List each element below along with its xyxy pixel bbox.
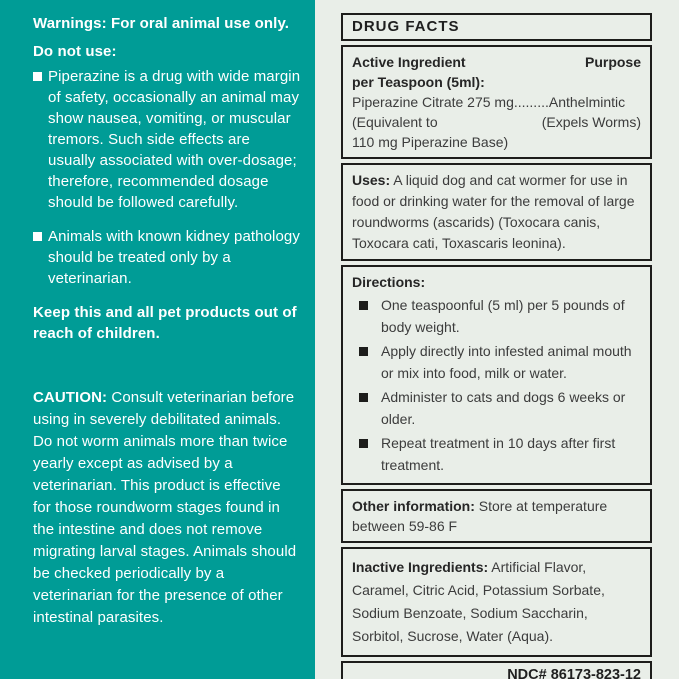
purpose-label: Purpose (584, 54, 641, 70)
direction-item (352, 340, 641, 384)
direction-text: One teaspoonful (5 ml) per 5 pounds of body weight. (381, 297, 625, 335)
drug-facts-panel (341, 13, 652, 679)
direction-item (352, 294, 641, 338)
direction-text: Repeat treatment in 10 days after first treatment. (381, 435, 616, 473)
expels-worms-text: (Expels Worms) (541, 114, 641, 130)
ndc-number: NDC# 86173-823-12 (341, 661, 652, 679)
directions-section (341, 265, 652, 485)
direction-text: Administer to cats and dogs 6 weeks or older. (381, 389, 626, 427)
bullet-square-icon (359, 439, 368, 448)
other-information-text: Store at temperature between 59-86 F (352, 498, 608, 534)
direction-item (352, 386, 641, 430)
warning-bullet-item (33, 66, 301, 213)
caution-paragraph (33, 387, 301, 629)
other-information-label: Other information: (352, 498, 475, 514)
warnings-title: Warnings: For oral animal use only. (33, 15, 290, 32)
base-line: 110 mg Piperazine Base) (352, 134, 509, 150)
active-ingredient-section (341, 45, 652, 159)
bullet-square-icon (33, 72, 42, 81)
bullet-square-icon (359, 393, 368, 402)
per-teaspoon-label: per Teaspoon (5ml): (352, 74, 485, 90)
do-not-use-heading: Do not use: (33, 43, 117, 60)
warning-bullet-item (33, 226, 301, 289)
uses-text: A liquid dog and cat wormer for use in food or drinking water for the removal of large roundworms (ascarids) (Toxocara canis, Toxocara cati, Toxascaris leonina). (352, 172, 635, 251)
warnings-panel (0, 0, 315, 679)
uses-label: Uses: (352, 172, 391, 188)
uses-section (341, 163, 652, 261)
direction-text: Apply directly into infested animal mouth or mix into food, milk or water. (381, 343, 632, 381)
equivalent-text: (Equivalent to (352, 114, 438, 130)
caution-text: Consult veterinarian before using in severely debilitated animals. Do not worm animals more than twice yearly except as advised by a veterinarian. This product is effective for those roundworm stages found in the intestine and does not remove migrating larval stages. Animals should be checked periodically by a veterinarian for the presence of other intestinal parasites. (33, 389, 297, 626)
inactive-ingredients-section (341, 547, 652, 657)
ingredient-line: Piperazine Citrate 275 mg.........Anthelmintic (352, 94, 626, 110)
caution-label: CAUTION: (33, 389, 108, 406)
active-ingredient-header-row (352, 52, 641, 72)
bullet-square-icon (359, 347, 368, 356)
active-ingredient-label: Active Ingredient (352, 54, 466, 70)
equivalent-row (352, 112, 641, 132)
drug-facts-header: DRUG FACTS (341, 13, 652, 41)
other-information-section (341, 489, 652, 543)
inactive-ingredients-label: Inactive Ingredients: (352, 559, 489, 575)
keep-away-warning: Keep this and all pet products out of reach of children. (33, 304, 297, 342)
directions-label: Directions: (352, 274, 426, 290)
inactive-ingredients-text: Artificial Flavor, Caramel, Citric Acid, Potassium Sorbate, Sodium Benzoate, Sodium Saccharin, Sorbitol, Sucrose, Water (Aqua). (352, 559, 605, 644)
direction-item (352, 432, 641, 476)
warning-bullet-text: Piperazine is a drug with wide margin of safety, occasionally an animal may show nausea, vomiting, or muscular tremors. Such side effects are usually associated with over-dosage; therefore, recommended dosage should be followed carefully. (48, 68, 301, 211)
warning-bullet-text: Animals with known kidney pathology should be treated only by a veterinarian. (48, 228, 300, 287)
bullet-square-icon (359, 301, 368, 310)
bullet-square-icon (33, 232, 42, 241)
